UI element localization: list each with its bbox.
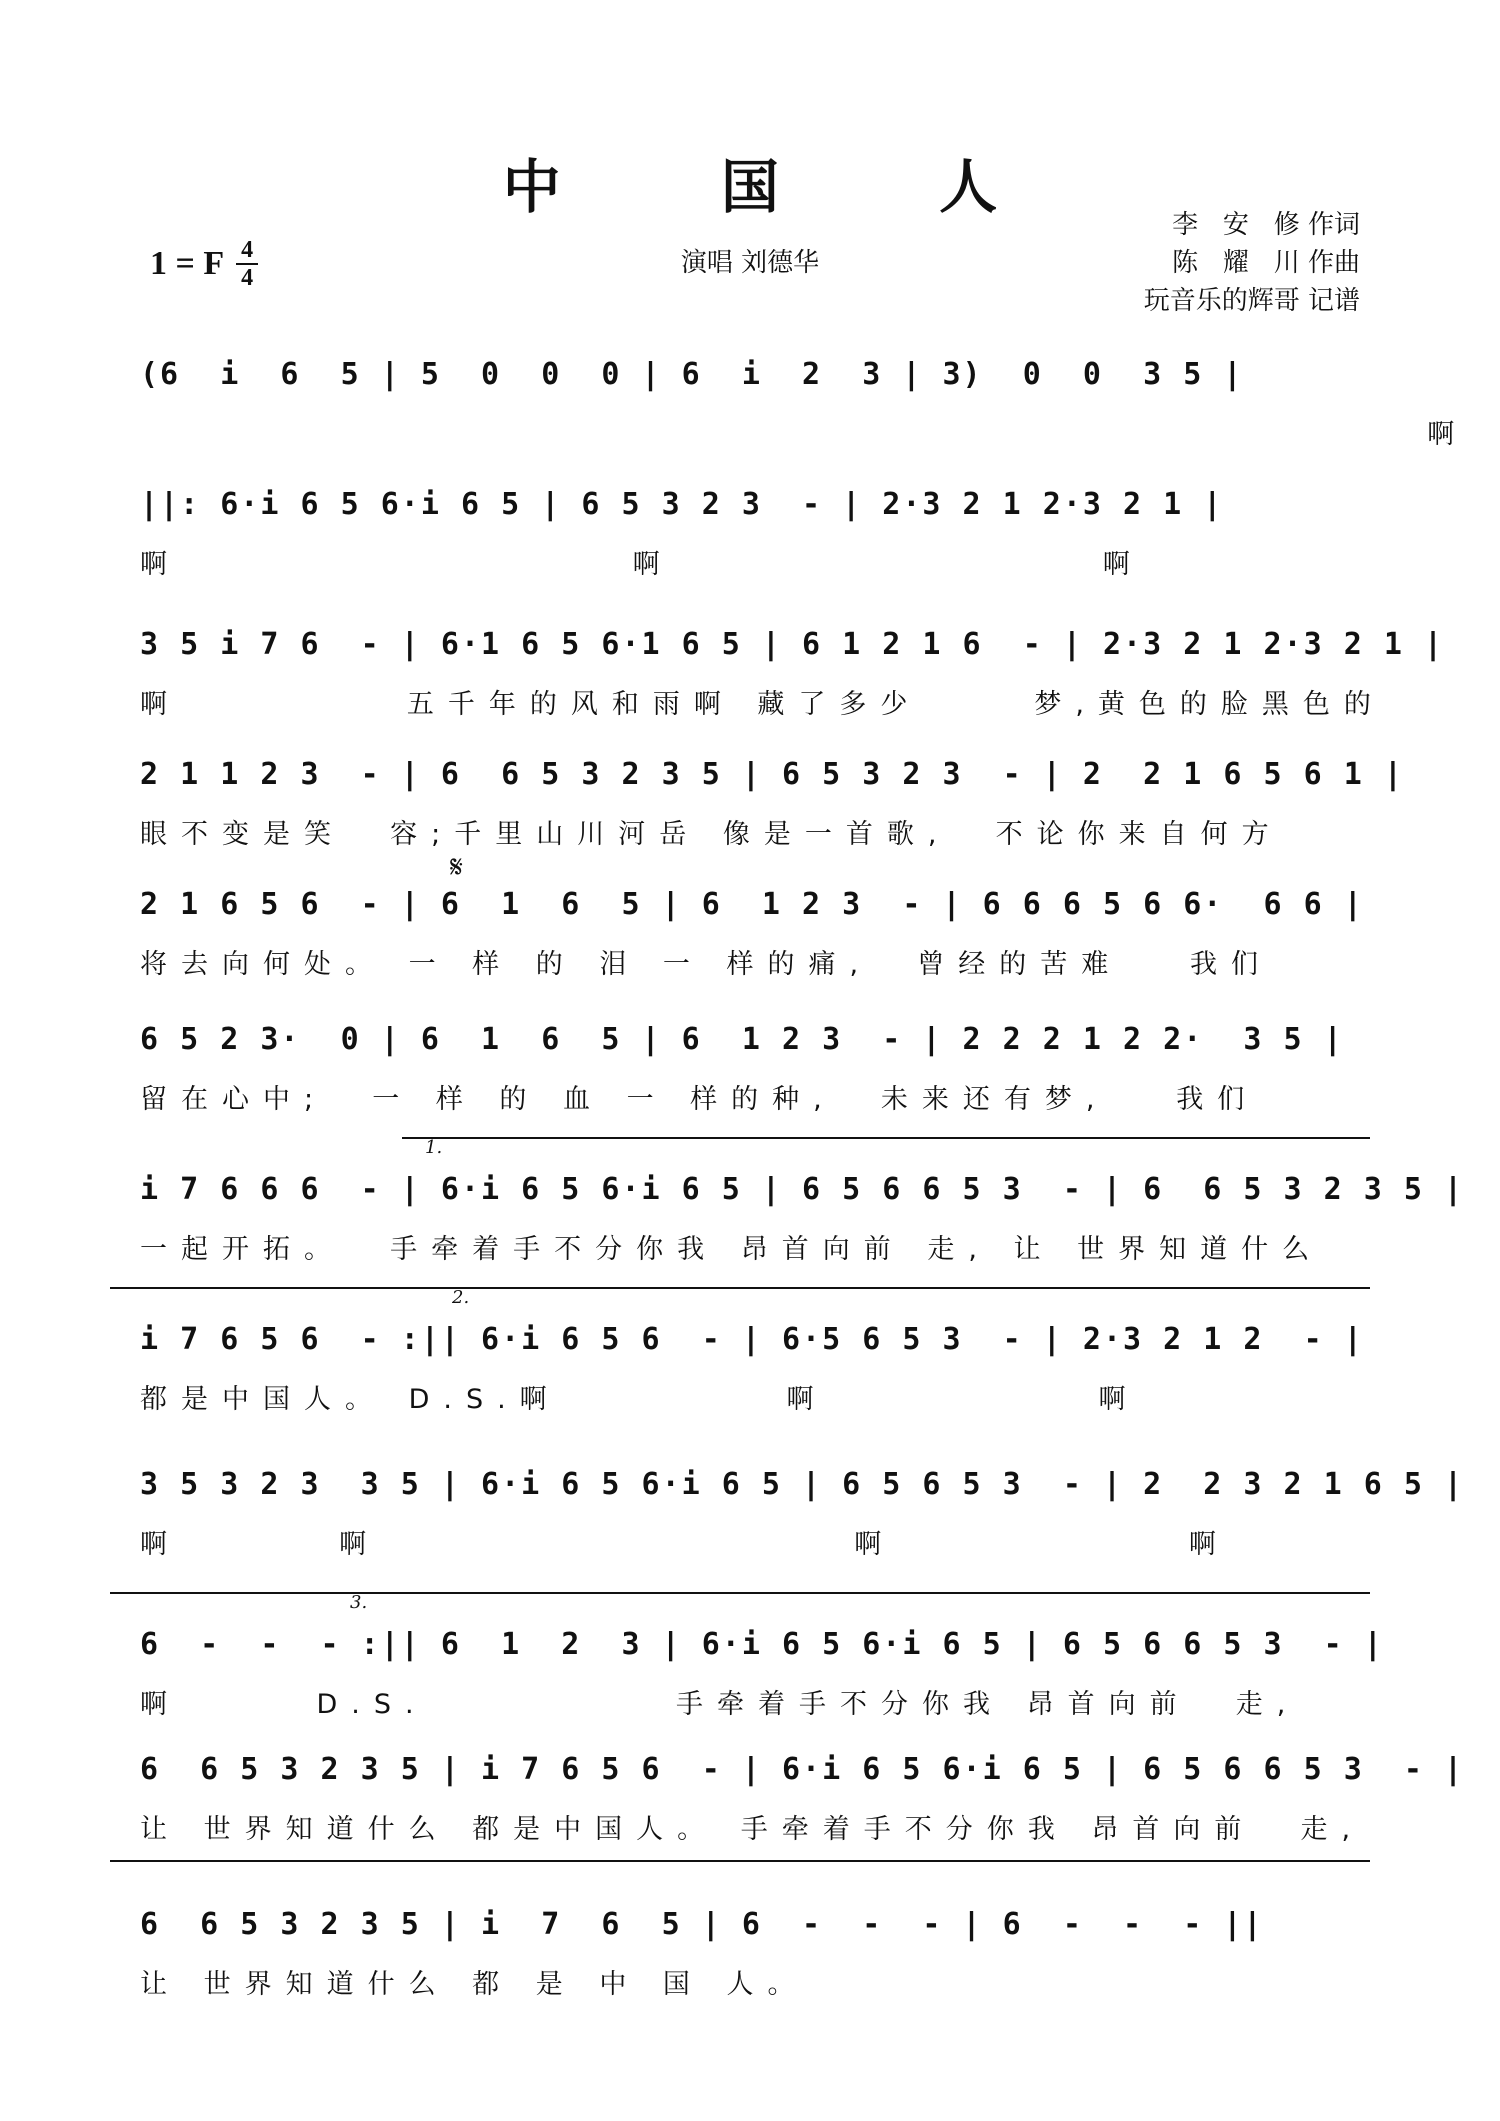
lyrics-line: 眼不变是笑 容;千里山川河岳 像是一首歌, 不论你来自何方 [140,819,1283,850]
volta-3-number: 3. [350,1592,368,1613]
lyrics-line: 都是中国人。 D.S.啊 啊 啊 [140,1384,1140,1415]
notes-line: 2 1 6 5 6 - | 6 1 6 5 | 6 1 2 3 - | 6 6 6 5 6 6· 6 6 | [140,887,1364,922]
segno-sign: 𝄋 [450,850,463,885]
notes-line: (6 i 6 5 | 5 0 0 0 | 6 i 2 3 | 3) 0 0 3 5 | [140,357,1244,392]
notes-line: i 7 6 6 6 - | 6·i 6 5 6·i 6 5 | 6 5 6 6 5 3 - | 6 6 5 3 2 3 5 | [140,1172,1465,1207]
composer-credit: 陈 耀 川 作曲 [1172,248,1360,278]
lyrics-line: 一起开拓。 手牵着手不分你我 昂首向前 走, 让 世界知道什么 [140,1234,1324,1265]
lyrics-line: 啊 啊 啊 [140,549,1144,580]
lyrics-line: 啊 [140,419,1469,450]
volta-1-bracket [402,1137,1370,1139]
lyrics-line: 留在心中; 一 样 的 血 一 样的种, 未来还有梦, 我们 [140,1084,1259,1115]
lyrics-line: 啊 D.S. 手牵着手不分你我 昂首向前 走, [140,1689,1300,1720]
volta-3-bracket [110,1592,1370,1594]
notes-line: 3 5 i 7 6 - | 6·1 6 5 6·1 6 5 | 6 1 2 1 6 - | 2·3 2 1 2·3 2 1 | [140,627,1444,662]
time-bottom: 4 [241,265,254,291]
singer-credit: 演唱 刘德华 [680,248,820,278]
time-top: 4 [241,237,254,263]
key-label: 1 = F [150,245,225,282]
lyrics-line: 让 世界知道什么 都是中国人。 手牵着手不分你我 昂首向前 走, [140,1814,1365,1845]
volta-1-number: 1. [425,1137,443,1158]
notes-line: 6 6 5 3 2 3 5 | i 7 6 5 | 6 - - - | 6 - - - || [140,1907,1264,1942]
lyrics-line: 啊 五千年的风和雨啊 藏了多少 梦,黄色的脸黑色的 [140,689,1385,720]
volta-2-bracket [110,1287,1370,1289]
notes-line: 3 5 3 2 3 3 5 | 6·i 6 5 6·i 6 5 | 6 5 6 5 3 - | 2 2 3 2 1 6 5 | [140,1467,1465,1502]
notes-line: ||: 6·i 6 5 6·i 6 5 | 6 5 3 2 3 - | 2·3 2 1 2·3 2 1 | [140,487,1224,522]
coda-rule [110,1860,1370,1862]
notes-line: i 7 6 5 6 - :|| 6·i 6 5 6 - | 6·5 6 5 3 - | 2·3 2 1 2 - | [140,1322,1364,1357]
lyricist-credit: 李 安 修 作词 [1172,210,1360,240]
song-title: 中 国 人 [502,153,1068,221]
lyrics-line: 让 世界知道什么 都 是 中 国 人。 [140,1969,809,2000]
notes-line: 2 1 1 2 3 - | 6 6 5 3 2 3 5 | 6 5 3 2 3 - | 2 2 1 6 5 6 1 | [140,757,1404,792]
credits [1144,206,1360,320]
notes-line: 6 6 5 3 2 3 5 | i 7 6 5 6 - | 6·i 6 5 6·i 6 5 | 6 5 6 6 5 3 - | [140,1752,1465,1787]
notes-line: 6 5 2 3· 0 | 6 1 6 5 | 6 1 2 3 - | 2 2 2 1 2 2· 3 5 | [140,1022,1344,1057]
volta-2-number: 2. [452,1287,470,1308]
lyrics-line: 啊 啊 啊 啊 [140,1529,1230,1560]
transcriber-credit: 玩音乐的辉哥 记谱 [1143,286,1360,316]
notes-line: 6 - - - :|| 6 1 2 3 | 6·i 6 5 6·i 6 5 | 6 5 6 6 5 3 - | [140,1627,1384,1662]
lyrics-line: 将去向何处。 一 样 的 泪 一 样的痛, 曾经的苦难 我们 [140,949,1272,980]
